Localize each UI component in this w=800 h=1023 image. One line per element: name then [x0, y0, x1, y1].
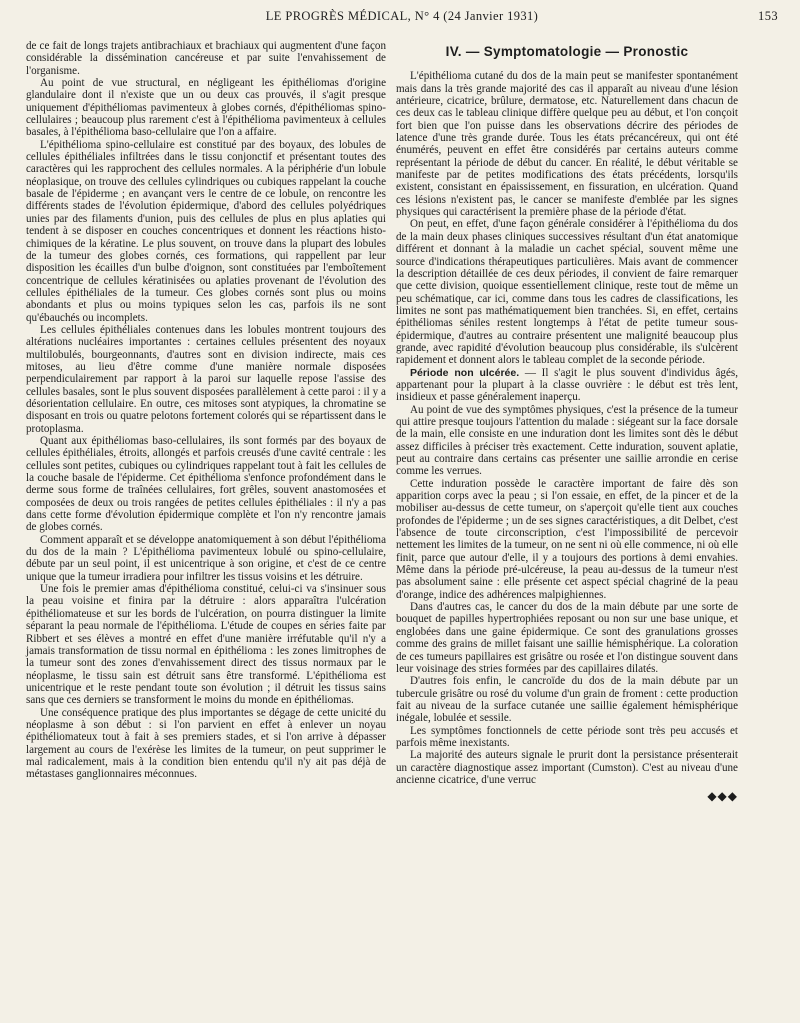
paragraph: de ce fait de longs trajets antibrachiaux et brachiaux qui augmentent d'une façon considérable la dissémination cancéreuse et par suite l'envahissement de l'organisme.	[26, 40, 386, 77]
left-column	[26, 40, 386, 781]
page-number: 153	[758, 9, 778, 23]
paragraph-text: — Il s'agit le plus souvent d'individus âgés, appartenant pour la plupart à la classe ouvrière : le début est très lent, insidieux et passe généralement inaperçu.	[396, 366, 738, 404]
paragraph: Une fois le premier amas d'épithélioma constitué, celui-ci va s'insinuer sous la peau voisine et finira par la détruire : alors apparaîtra l'ulcération épithéliomateuse et sur les bords de l'ulcération, on pourra distinguer la limite séparant la peau normale de l'épithélioma. L'étude de coupes en séries faite par Ribbert et ses élèves a montré en effet d'une manière irréfutable qu'il n'y a jamais transformation de tissu normal en épithélioma : les zones limitrophes de la tumeur sont des zones d'envahissement direct des tissus normaux par le néoplasme, le tissu sain est détruit sans être transformé. L'épithélioma est unicentrique et le reste pendant toute son évolution ; il détruit les tissus sains sans que ces derniers se transforment le moins du monde en épithéliomas.	[26, 583, 386, 707]
paragraph: Les symptômes fonctionnels de cette période sont très peu accusés et parfois même inexistants.	[396, 724, 738, 749]
paragraph: On peut, en effet, d'une façon générale considérer à l'épithélioma du dos de la main deux phases cliniques successives résultant d'un état anatomique différent et donnant à la maladie un cachet spécial, souvent même une source d'indications thérapeutiques particulières. Mais avant de commencer la description détaillée de ces deux périodes, il convient de faire remarquer que cette division, quoique essentiellement clinique, reste tout de même un peu schématique, car ici, comme dans tous les cadres de classifications, les limites ne sont pas mathématiquement bien tranchées. Si, en effet, certains épithéliomas séniles restent longtemps à l'état de petite tumeur sous-épidermique, d'autres au contraire présentent une malignité beaucoup plus grande, avec rapidité d'évolution beaucoup plus considérable, ils s'ulcèrent rapidement et donnent alors le tableau complet de la seconde période.	[396, 218, 738, 367]
right-column	[396, 40, 738, 803]
paragraph: Au point de vue structural, en négligeant les épithéliomas d'origine glandulaire dont il n'existe que un ou deux cas prouvés, il s'agit presque uniquement d'épithéliomas pavimenteux à globes cornés, d'épithéliomas spino-cellulaires ; beaucoup plus rarement c'est à l'épithélioma pavimenteux à cellules basales, à l'épithélioma baso-cellulaire que l'on a affaire.	[26, 77, 386, 139]
ornament: ◆◆◆	[707, 789, 738, 804]
subheading: Période non ulcérée.	[410, 366, 520, 379]
paragraph	[396, 367, 738, 404]
journal-title: LE PROGRÈS MÉDICAL, N° 4 (24 Janvier 1931)	[265, 9, 539, 23]
paragraph: Cette induration possède le caractère important de faire dès son apparition corps avec la peau ; si l'on essaie, en effet, de la pincer et de la mobiliser au-dessus de cette tumeur, on s'aperçoit qu'elle tient aux couches profondes de l'épiderme ; un de ses signes caractéristiques, a dit Delbet, c'est l'absence de toute circonscription, c'est l'impossibilité de percevoir nettement les limites de la tumeur, on ne sent ni où elle commence, ni où elle finit, parce que autour d'elle, il y a toujours des portions à demi envahies. Même dans la période pré-ulcéreuse, la peau au-dessus de la tumeur n'est pas absolument saine : elle présente cet aspect spécial chagriné de la peau d'orange, indice des adhérences malpighiennes.	[396, 477, 738, 601]
paragraph: Une conséquence pratique des plus importantes se dégage de cette unicité du néoplasme à son début : si l'on parvient en effet à enlever un noyau épithéliomateux tout à fait à ses premiers stades, et si l'on arrive à dépasser largement au cours de l'exérèse les limites de la tumeur, on peut supprimer le mal radicalement, mais à la condition bien entendu qu'il n'y ait pas déjà de métastases ganglionnaires méconnues.	[26, 706, 386, 781]
paragraph: Quant aux épithéliomas baso-cellulaires, ils sont formés par des boyaux de cellules épithéliales, étroits, allongés et parfois creusés d'une cavité centrale : les cellules sont petites, cubiques ou cylindriques rappelant tout à fait les cellules de la couche basale de l'épiderme. Cet épithélioma s'enfonce profondément dans le derme sous forme de traînées cellulaires, fort grêles, souvent anastomosées et composées de deux ou trois rangées de petites cellules épithéliales : il n'y a pas dans cette forme d'évolution épidermique complète et l'on n'y rencontre jamais de globes cornés.	[26, 435, 386, 534]
paragraph: La majorité des auteurs signale le prurit dont la persistance présenterait un caractère diagnostique assez important (Cumston). C'est au niveau d'une ancienne cicatrice, d'une verruc	[396, 749, 738, 786]
section-title: IV. — Symptomatologie — Pronostic	[445, 44, 689, 59]
running-header	[26, 9, 778, 27]
paragraph: Les cellules épithéliales contenues dans les lobules montrent toujours des altérations nucléaires importantes : certaines cellules présentent des noyaux multilobulés, bourgeonnants, d'autres sont en division indirecte, mais ces mitoses, au lieu d'être comme d'une manière normale disposées perpendiculairement par rapport à la paroi sur laquelle repose l'assise des cellules basales, sont le plus souvent disposées parallèlement à cette paroi : il y a désorientation cellulaire. En outre, ces mitoses sont atypiques, la chromatine se disposant en trois ou quatre pelotons fortement colorés qui se répartissent dans le protoplasma.	[26, 323, 386, 435]
paragraph: L'épithélioma cutané du dos de la main peut se manifester spontanément mais dans la très grande majorité des cas il apparaît au niveau d'une lésion antérieure, cicatrice, brûlure, dermatose, etc. Naturellement dans chacun de ces deux cas le tableau clinique diffère quelque peu au début, et l'on conçoit fort bien que l'on puisse dans les observations décrire des périodes de latence d'une très grande durée. Tous les états précancéreux, qui ont été énumérés, peuvent en effet être considérés par certains auteurs comme représentant la période de début du cancer. En réalité, le début véritable se manifeste par de petites modifications des états précédents, lorsqu'ils existent, consistant en épaississement, en fissuration, en ulcération. Quand ces lésions n'existent pas, le cancer se manifeste d'emblée par les signes physiques qui caractérisent la première phase de la période d'état.	[396, 70, 738, 219]
paragraph: L'épithélioma spino-cellulaire est constitué par des boyaux, des lobules de cellules épithéliales infiltrées dans le tissu conjonctif et présentant toutes des caractères qui les rapprochent des cellules normales. A la périphérie d'un lobule néoplasique, on trouve des cellules cylindriques ou cubiques rappelant la couche basale de l'épiderme ; en avançant vers le centre de ce lobule, on rencontre les différents stades de l'évolution épidermique, d'abord des cellules polyédriques unies par des filaments d'union, puis des cellules de plus en plus aplaties qui tendent à se disposer en couches concentriques et donnent les réactions histo-chimiques de la kératine. Le plus souvent, on trouve dans la plupart des lobules de la tumeur des globes cornés, ces formations, qui rappellent par leur disposition les écailles d'un bulbe d'oignon, sont constituées par l'emboîtement concentrique de cellules kératinisées ou aplaties provenant de l'évolution des cellules épithéliales de la tumeur. Ces globes cornés sont plus ou moins abondants et plus ou moins typiques selon les cas, parfois ils ne sont qu'ébauchés ou incomplets.	[26, 138, 386, 324]
paragraph: D'autres fois enfin, le cancroïde du dos de la main débute par un tubercule grisâtre ou rosé du volume d'un grain de froment : cette production fait au niveau de la surface cutanée une saillie également hémisphérique inégale, lobulée et sessile.	[396, 675, 738, 725]
paragraph: Dans d'autres cas, le cancer du dos de la main débute par une sorte de bouquet de papilles hypertrophiées reposant ou non sur une base unique, et englobées dans une gaine épidermique. Ce sont des granulations grosses comme des grains de millet faisant une saillie hémisphérique. La coloration de ces tumeurs papillaires est grisâtre ou rosée et l'on distingue souvent dans leur voisinage des stries formées par des capillaires dilatés.	[396, 601, 738, 675]
paragraph: Au point de vue des symptômes physiques, c'est la présence de la tumeur qui attire presque toujours l'attention du malade : siégeant sur la face dorsale de la main, elle consiste en une induration dont les limites sont dès le début assez difficiles à préciser très exactement. Cette induration, souvent aplatie, peut au contraire dans certains cas présenter une saillie arrondie en cerise comme les verrues.	[396, 403, 738, 478]
paragraph: Comment apparaît et se développe anatomiquement à son début l'épithélioma du dos de la main ? L'épithélioma pavimenteux lobulé ou spino-cellulaire, débute par un seul point, il est unicentrique à son origine, et c'est de ce centre unique que la tumeur irradiera pour infiltrer les tissus voisins et les détruire.	[26, 533, 386, 583]
